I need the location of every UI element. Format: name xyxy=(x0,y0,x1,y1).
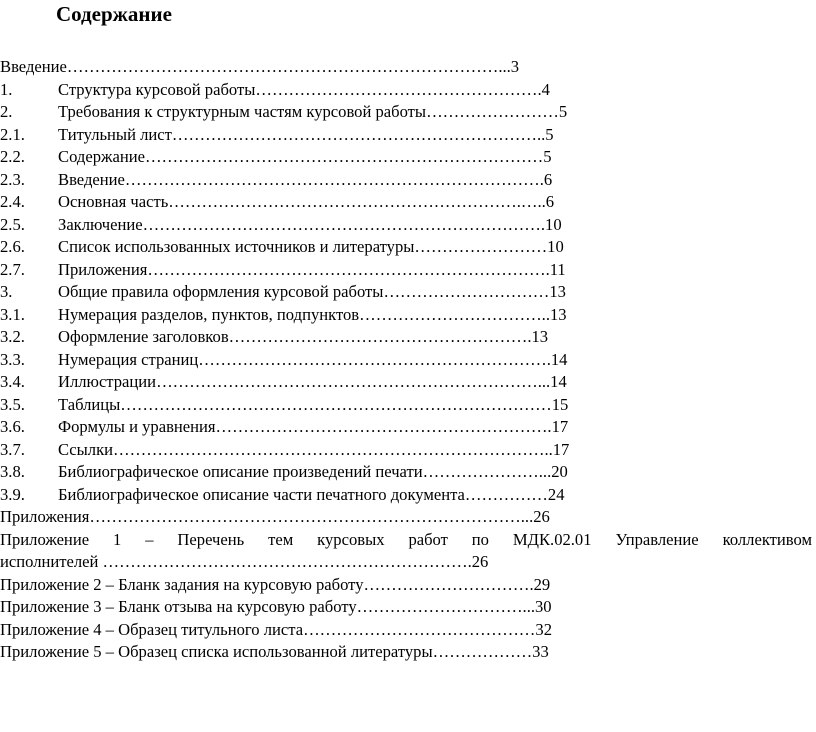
toc-entry xyxy=(0,326,816,349)
toc-entry xyxy=(0,169,816,192)
toc-entry-text: Нумерация страниц……………………………………………………….14 xyxy=(58,349,568,369)
toc-appendix-4 xyxy=(0,619,816,642)
toc-entry-text: Требования к структурным частям курсовой работы……………………5 xyxy=(58,102,568,121)
toc-entry-text: Таблицы……………………………………………………………………15 xyxy=(58,394,569,414)
toc-entry-number: 3.4. xyxy=(0,372,25,391)
toc-list xyxy=(0,56,816,664)
toc-appendix-3 xyxy=(0,596,816,619)
toc-entry xyxy=(0,349,816,372)
toc-entry-text: Приложение 2 – Бланк задания на курсовую работу………………………….29 xyxy=(0,574,551,594)
toc-entry-number: 2.2. xyxy=(0,147,25,166)
toc-entry xyxy=(0,439,816,462)
toc-entry-text: Приложения……………………………………………………………………...26 xyxy=(0,507,550,526)
toc-entry xyxy=(0,259,816,282)
toc-entry-number: 3.9. xyxy=(0,484,25,504)
toc-appendices-heading xyxy=(0,506,816,529)
toc-entry xyxy=(0,214,816,237)
toc-entry xyxy=(0,371,816,394)
toc-entry-number: 2.3. xyxy=(0,169,25,189)
toc-entry-number: 3.8. xyxy=(0,462,25,481)
toc-entry xyxy=(0,191,816,214)
toc-entry-text: Список использованных источников и литературы……………………10 xyxy=(58,237,564,256)
toc-entry-text: Титульный лист…………………………………………………………..5 xyxy=(58,124,554,144)
toc-entry xyxy=(0,124,816,147)
toc-entry xyxy=(0,416,816,439)
toc-entry-text: Приложение 3 – Бланк отзыва на курсовую работу…………………………...30 xyxy=(0,597,552,616)
toc-entry-number: 2.4. xyxy=(0,192,25,211)
toc-entry-text: Структура курсовой работы…………………………………………….4 xyxy=(58,79,550,99)
toc-entry-text: Ссылки……………………………………………………………………..17 xyxy=(58,439,570,459)
toc-entry-text: Общие правила оформления курсовой работы…………………………13 xyxy=(58,282,566,301)
toc-entry xyxy=(0,236,816,259)
toc-entry xyxy=(0,281,816,304)
toc-entry xyxy=(0,101,816,124)
toc-entry xyxy=(0,461,816,484)
toc-entry-text: Иллюстрации……………………………………………………………...14 xyxy=(58,372,567,391)
toc-entry xyxy=(0,394,816,417)
toc-entry-number: 2.1. xyxy=(0,124,25,144)
toc-entry-number: 3.5. xyxy=(0,394,25,414)
toc-entry-number: 3.3. xyxy=(0,349,25,369)
toc-entry-text: Введение……………………………………………………………………...3 xyxy=(0,57,520,76)
toc-entry-intro xyxy=(0,56,816,79)
toc-entry-text: Приложение 4 – Образец титульного листа……………………………………32 xyxy=(0,619,552,639)
toc-entry-number: 3. xyxy=(0,282,13,301)
toc-entry-text: Введение………………………………………………………………….6 xyxy=(58,169,553,189)
toc-entry-text: Библиографическое описание произведений печати…………………...20 xyxy=(58,462,568,481)
toc-entry-text: Заключение……………………………………………………………….10 xyxy=(58,214,562,234)
toc-entry-number: 2.7. xyxy=(0,259,25,279)
toc-entry-text: Приложение 5 – Образец списка использованной литературы………………33 xyxy=(0,642,549,661)
toc-entry-text: Библиографическое описание части печатного документа……………24 xyxy=(58,484,565,504)
toc-entry xyxy=(0,484,816,507)
toc-entry-text: Приложения……………………………………………………………….11 xyxy=(58,259,566,279)
toc-entry-number: 2. xyxy=(0,102,13,121)
toc-entry xyxy=(0,146,816,169)
page-title: Содержание xyxy=(56,2,172,26)
toc-entry-number: 3.1. xyxy=(0,304,25,324)
toc-entry-number: 1. xyxy=(0,79,13,99)
toc-entry-text: Содержание………………………………………………………………5 xyxy=(58,147,552,166)
toc-entry-text: Нумерация разделов, пунктов, подпунктов……………………………..13 xyxy=(58,304,567,324)
toc-entry-text: Формулы и уравнения…………………………………………………….17 xyxy=(58,417,569,436)
toc-appendix-1-line-1: Приложение 1 – Перечень тем курсовых работ по МДК.02.01 Управление коллективом xyxy=(0,529,812,549)
toc-appendix-1-line-2 xyxy=(0,551,816,574)
toc-entry xyxy=(0,304,816,327)
toc-entry-number: 2.6. xyxy=(0,237,25,256)
toc-entry-number: 3.2. xyxy=(0,327,25,346)
toc-entry-text: Основная часть……………………………………………………….…..6 xyxy=(58,192,555,211)
toc-appendix-2 xyxy=(0,574,816,597)
toc-entry-number: 2.5. xyxy=(0,214,25,234)
toc-entry-number: 3.7. xyxy=(0,439,25,459)
toc-entry-number: 3.6. xyxy=(0,417,25,436)
toc-entry-text: Оформление заголовков……………………………………………….13 xyxy=(58,327,549,346)
toc-entry-text: исполнителей ………………………………………………………….26 xyxy=(0,552,489,571)
toc-appendix-5 xyxy=(0,641,816,664)
toc-entry xyxy=(0,79,816,102)
